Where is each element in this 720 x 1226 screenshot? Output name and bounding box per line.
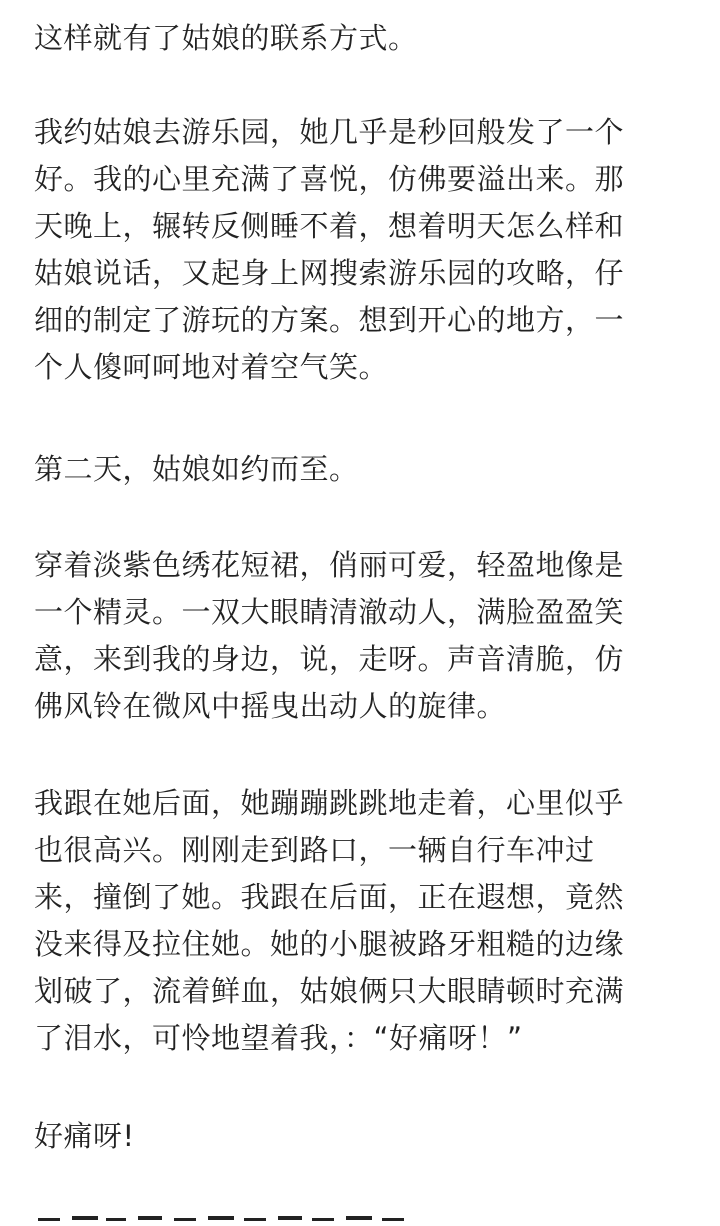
text-line: 好。我的心里充满了喜悦，仿佛要溢出来。那	[34, 162, 625, 196]
text-line: 也很高兴。刚刚走到路口，一辆自行车冲过	[34, 833, 595, 867]
text-line: 一个精灵。一双大眼睛清澈动人，满脸盈盈笑	[34, 595, 625, 629]
text-line: 姑娘说话，又起身上网搜索游乐园的攻略，仔	[34, 256, 625, 290]
text-line: 好痛呀!	[34, 1119, 135, 1153]
text-line: 细的制定了游玩的方案。想到开心的地方，一	[34, 303, 625, 337]
text-line: 我跟在她后面，她蹦蹦跳跳地走着，心里似乎	[34, 786, 625, 820]
text-line: 没来得及拉住她。她的小腿被路牙粗糙的边缘	[34, 927, 625, 961]
text-line: 划破了，流着鲜血，姑娘俩只大眼睛顿时充满	[34, 974, 625, 1008]
text-line: 来，撞倒了她。我跟在后面，正在遐想，竟然	[34, 880, 625, 914]
text-line: 意，来到我的身边，说，走呀。声音清脆，仿	[34, 642, 625, 676]
text-line: 天晚上，辗转反侧睡不着，想着明天怎么样和	[34, 209, 625, 243]
text-line: 穿着淡紫色绣花短裙，俏丽可爱，轻盈地像是	[34, 548, 625, 582]
text-line: 了泪水，可怜地望着我，：“好痛呀！”	[34, 1021, 523, 1055]
clipped-text-line	[34, 1206, 454, 1226]
text-line: 个人傻呵呵地对着空气笑。	[34, 350, 389, 384]
text-line: 这样就有了姑娘的联系方式。	[34, 21, 418, 55]
text-line: 第二天，姑娘如约而至。	[34, 452, 359, 486]
clipped-text-glyphs	[34, 1206, 454, 1226]
text-line: 佛风铃在微风中摇曳出动人的旋律。	[34, 689, 507, 723]
text-line: 我约姑娘去游乐园，她几乎是秒回般发了一个	[34, 115, 625, 149]
